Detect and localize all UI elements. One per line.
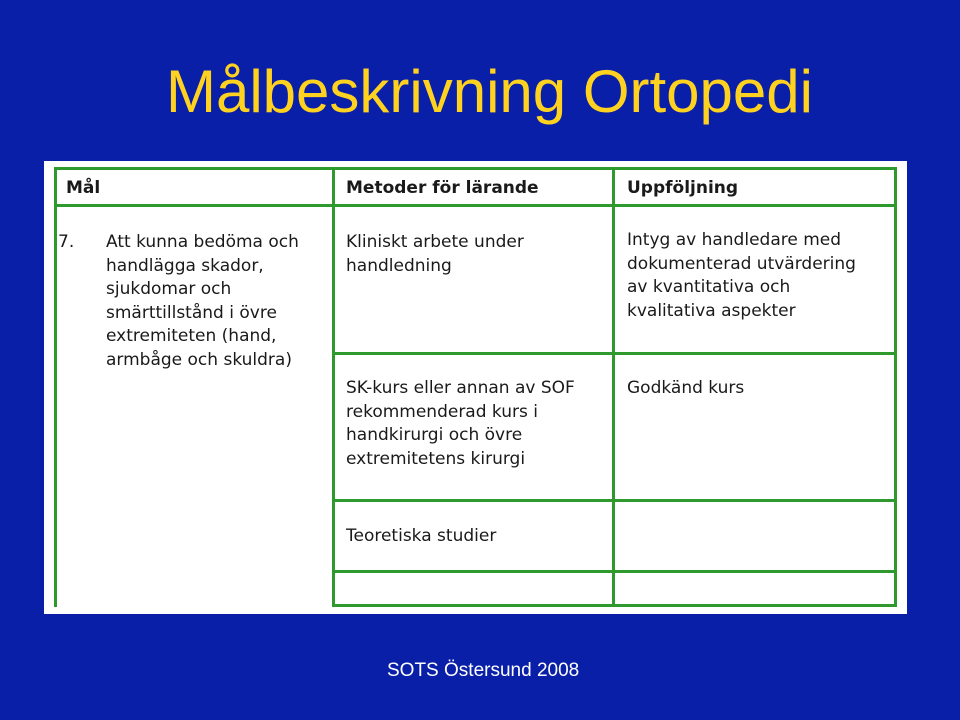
table-line-col1 — [332, 167, 335, 607]
slide-footer: SOTS Östersund 2008 — [387, 660, 580, 681]
table-line-right — [894, 167, 897, 607]
followup-cell-1: Intyg av handledare med dokumenterad utvärdering av kvantitativa och kvalitativa aspekter — [627, 230, 856, 321]
table-line-col2 — [612, 167, 615, 607]
table-line-header-bottom — [54, 204, 896, 207]
table-line-row3-bottom — [334, 570, 896, 573]
goal-table — [44, 161, 907, 614]
method-cell-2: SK-kurs eller annan av SOF rekommenderad kurs i handkirurgi och övre extremitetens kirurgi — [346, 378, 575, 469]
header-uppfoljning: Uppföljning — [627, 178, 739, 198]
table-line-left — [54, 167, 57, 607]
goal-number: 7. — [58, 232, 75, 252]
slide-title: Målbeskrivning Ortopedi — [166, 58, 813, 125]
method-cell-3: Teoretiska studier — [346, 526, 497, 546]
table-line-row1-bottom — [334, 352, 896, 355]
goal-text: Att kunna bedöma och handlägga skador, sjukdomar och smärttillstånd i övre extremiteten (hand, armbåge och skuldra) — [106, 232, 299, 370]
table-line-row2-bottom — [334, 499, 896, 502]
header-metoder: Metoder för lärande — [346, 178, 539, 198]
header-mal: Mål — [66, 178, 101, 198]
table-line-top — [54, 167, 896, 170]
followup-cell-2: Godkänd kurs — [627, 378, 745, 398]
table-line-bottom — [334, 604, 896, 607]
method-cell-1: Kliniskt arbete under handledning — [346, 232, 524, 276]
